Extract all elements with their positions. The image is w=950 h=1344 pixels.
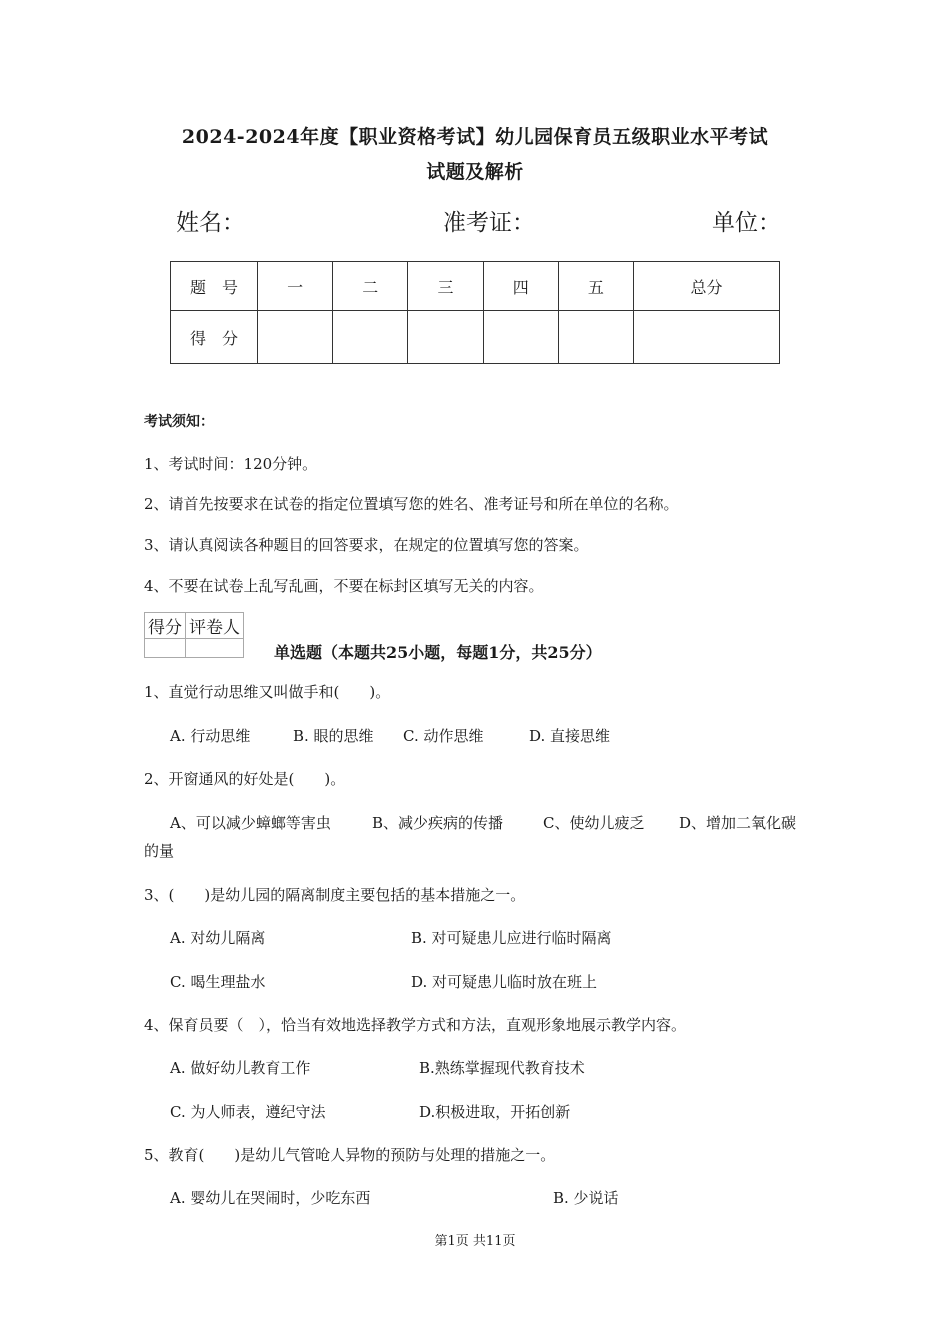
question-3-option-c[interactable]: C. 喝生理盐水 (170, 973, 266, 991)
document-title-line1: 2024-2024年度【职业资格考试】幼儿园保育员五级职业水平考试 (181, 126, 769, 148)
question-1-stem: 1、直觉行动思维又叫做手和( )。 (144, 683, 391, 701)
score-table-header-label: 题 号 (171, 262, 258, 311)
score-table-col-4: 四 (483, 262, 558, 311)
question-2-option-d-continuation: 的量 (144, 842, 175, 860)
score-table-col-2: 二 (333, 262, 408, 311)
score-cell-4[interactable] (483, 311, 558, 364)
question-4-option-c[interactable]: C. 为人师表，遵纪守法 (170, 1103, 326, 1121)
notice-item-2: 2、请首先按要求在试卷的指定位置填写您的姓名、准考证号和所在单位的名称。 (144, 495, 679, 513)
question-4-stem: 4、保育员要（ ），恰当有效地选择教学方式和方法，直观形象地展示教学内容。 (144, 1016, 687, 1034)
score-cell-3[interactable] (408, 311, 483, 364)
question-2-option-d[interactable]: D、增加二氧化碳 (679, 814, 797, 832)
page-footer: 第1页 共11页 (434, 1234, 516, 1249)
question-4-option-b[interactable]: B.熟练掌握现代教育技术 (419, 1059, 585, 1077)
question-2-option-c[interactable]: C、使幼儿疲乏 (543, 814, 645, 832)
score-cell-2[interactable] (333, 311, 408, 364)
notice-item-3: 3、请认真阅读各种题目的回答要求，在规定的位置填写您的答案。 (144, 536, 589, 554)
grader-score-label: 得分 (145, 613, 186, 639)
score-cell-5[interactable] (558, 311, 633, 364)
section-title: 单选题（本题共25小题，每题1分，共25分） (274, 643, 602, 662)
score-table (170, 261, 780, 364)
score-cell-1[interactable] (258, 311, 333, 364)
question-5-option-a[interactable]: A. 婴幼儿在哭闹时，少吃东西 (170, 1189, 371, 1207)
score-table-col-total: 总分 (634, 262, 780, 311)
question-3-stem: 3、( )是幼儿园的隔离制度主要包括的基本措施之一。 (144, 886, 526, 904)
question-5-option-b[interactable]: B. 少说话 (553, 1189, 619, 1207)
notice-item-4: 4、不要在试卷上乱写乱画，不要在标封区填写无关的内容。 (144, 577, 544, 595)
question-2-option-a[interactable]: A、可以减少蟑螂等害虫 (170, 814, 331, 832)
score-table-col-5: 五 (558, 262, 633, 311)
grader-box (144, 612, 244, 658)
question-3-option-a[interactable]: A. 对幼儿隔离 (170, 929, 266, 947)
grader-score-cell[interactable] (145, 639, 186, 658)
question-5-stem: 5、教育( )是幼儿气管呛人异物的预防与处理的措施之一。 (144, 1146, 556, 1164)
score-table-col-3: 三 (408, 262, 483, 311)
question-2-stem: 2、开窗通风的好处是( )。 (144, 770, 346, 788)
exam-id-field-label: 准考证： (443, 210, 535, 236)
question-4-option-a[interactable]: A. 做好幼儿教育工作 (170, 1059, 311, 1077)
question-3-option-b[interactable]: B. 对可疑患儿应进行临时隔离 (411, 929, 612, 947)
question-1-option-a[interactable]: A. 行动思维 (170, 727, 251, 745)
question-3-option-d[interactable]: D. 对可疑患儿临时放在班上 (411, 973, 598, 991)
score-table-col-1: 一 (258, 262, 333, 311)
notice-item-1: 1、考试时间：120分钟。 (144, 455, 318, 473)
question-1-option-b[interactable]: B. 眼的思维 (293, 727, 374, 745)
question-4-option-d[interactable]: D.积极进取，开拓创新 (419, 1103, 571, 1121)
grader-reviewer-label: 评卷人 (186, 613, 244, 639)
question-1-option-d[interactable]: D. 直接思维 (529, 727, 611, 745)
score-cell-total[interactable] (634, 311, 780, 364)
score-table-score-label: 得 分 (171, 311, 258, 364)
unit-field-label: 单位： (712, 210, 781, 236)
document-title-line2: 试题及解析 (426, 161, 524, 183)
question-1-option-c[interactable]: C. 动作思维 (403, 727, 484, 745)
grader-reviewer-cell[interactable] (186, 639, 244, 658)
name-field-label: 姓名： (176, 210, 245, 236)
question-2-option-b[interactable]: B、减少疾病的传播 (372, 814, 504, 832)
notice-heading: 考试须知： (144, 414, 214, 430)
